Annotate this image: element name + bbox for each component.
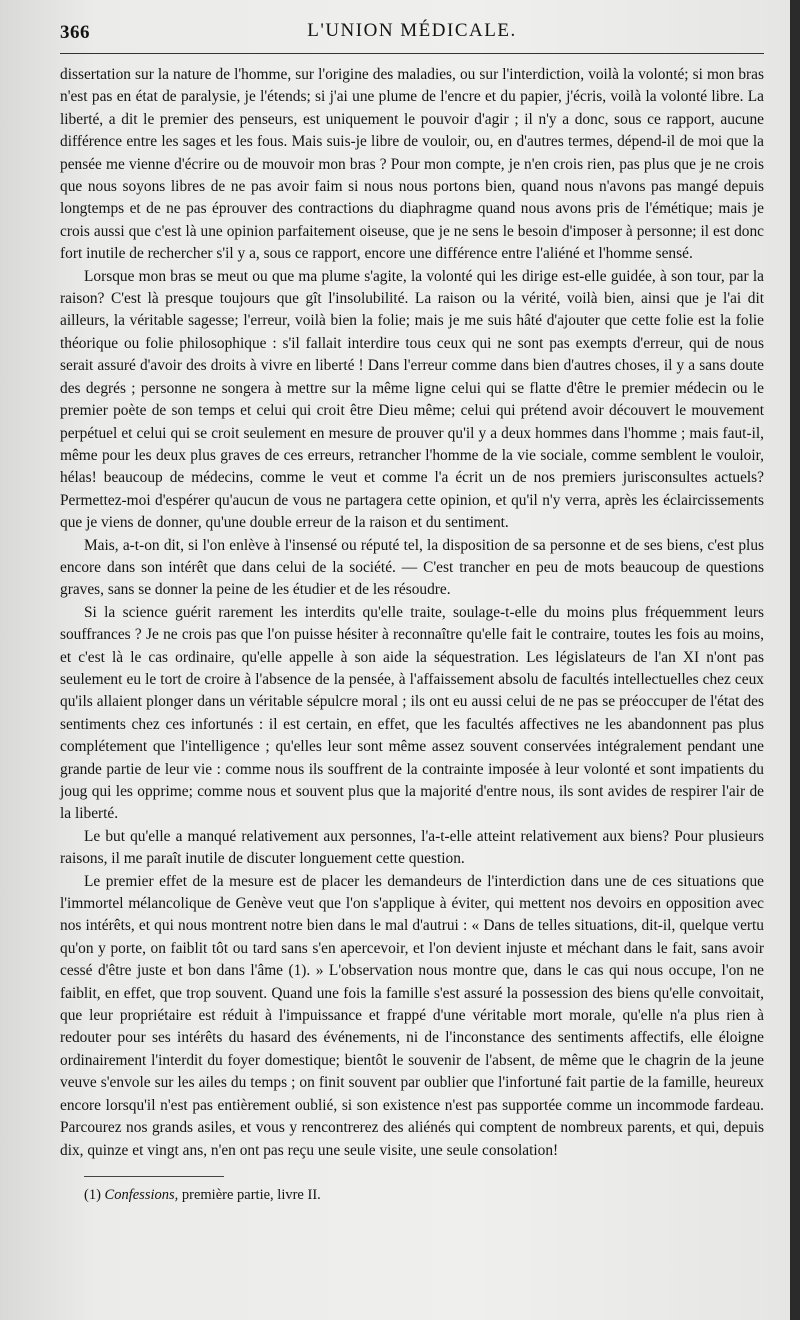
paragraph: Lorsque mon bras se meut ou que ma plume s'agite, la volonté qui les dirige est-elle guidée, à son tour, par la raison? C'est là presque toujours que gît l'insolubilité. La raison ou la vérité, voilà bien, ainsi que je l'ai dit ailleurs, la véritable sagesse; l'erreur, voilà bien la folie; mais je me suis hâté d'ajouter que cette folie est la folie théorique ou folie philosophique : s'il fallait interdire tous ceux qui ne sont pas exempts d'erreur, qui de nous serait assuré d'avoir des droits à vivre en liberté ! Dans l'erreur comme dans bien d'autres choses, il y a sans doute des degrés ; personne ne songera à mettre sur la même ligne celui qui se flatte d'être le premier médecin ou le premier poète de son temps et celui qui croit être Dieu même; celui qui prétend avoir découvert le mouvement perpétuel et celui qui se croit seulement en mesure de prouver qu'il y a deux hommes dans l'homme ; mais faut-il, même pour les deux plus graves de ces erreurs, retrancher l'homme de la vie sociale, comme semblent le vouloir, hélas! beaucoup de médecins, comme le veut et comme l'a écrit un de nos premiers jurisconsultes actuels? Permettez-moi d'espérer qu'aucun de vous ne partagera cette opinion, et qu'il n'y verra, après les éclaircissements que je viens de donner, qu'une double erreur de la raison et du sentiment.	[60, 267, 764, 532]
page-header	[60, 14, 764, 54]
footnote-marker: (1)	[84, 1186, 101, 1203]
paragraph: Si la science guérit rarement les interdits qu'elle traite, soulage-t-elle du moins plus fréquemment leurs souffrances ? Je ne crois pas que l'on puisse hésiter à reconnaître qu'elle fait le contraire, toutes les fois au moins, et c'est là le cas ordinaire, qu'elle appelle à son aide la séquestration. Les législateurs de l'an XI n'ont pas seulement eu le tort de croire à l'absence de la pensée, à l'affaissement absolu de facultés intellectuelles chez ceux qu'ils allaient plonger dans un véritable sépulcre moral ; ils ont eu aussi celui de ne pas se préoccuper de l'état des sentiments chez ces infortunés : il est certain, en effet, que les facultés affectives ne les abandonnent pas plus complétement que l'intelligence ; qu'elles leur sont même assez souvent conservées intégralement pendant une grande partie de leur vie : comme nous ils souffrent de la contrainte imposée à leur volonté et sont impatients du joug qui les opprime; comme nous et souvent plus que la majorité d'entre nous, ils sont avides de respirer l'air de la liberté.	[60, 603, 764, 823]
footnote-detail: première partie, livre II.	[178, 1186, 321, 1203]
paragraph-continued: dissertation sur la nature de l'homme, sur l'origine des maladies, ou sur l'interdiction, voilà la volonté; si mon bras n'est pas en état de paralysie, je l'étends; si j'ai une plume de l'encre et du papier, j'écris, voilà la volonté libre. La liberté, a dit le premier des penseurs, est uniquement le pouvoir d'agir ; il n'y a donc, sous ce rapport, aucune différence entre les sages et les fous. Mais suis-je libre de vouloir, ou, en d'autres termes, dépend-il de moi que la pensée me vienne d'écrire ou de mouvoir mon bras ? Pour mon compte, je n'en crois rien, pas plus que je ne crois que nous soyons libres de ne pas avoir faim si nous nous portons bien, quand nous n'avons pas mangé depuis longtemps et de ne pas éprouver des contractions du diaphragme quand nous avons pris de l'émétique; mais je crois aussi que c'est là une opinion parfaitement oiseuse, que je ne sens le besoin d'imposer à personne; il est donc fort inutile de rechercher s'il y a, sous ce rapport, encore une différence entre l'aliéné et l'homme sensé.	[60, 66, 764, 263]
paragraph: Le premier effet de la mesure est de placer les demandeurs de l'interdiction dans une de ces situations que l'immortel mélancolique de Genève veut que l'on s'applique à éviter, qui mettent nos devoirs en opposition avec nos intérêts, et qui nous montrent notre bien dans le mal d'autrui : « Dans de telles situations, dit-il, quelque vertu qu'on y porte, on faiblit tôt ou tard sans s'en apercevoir, et l'on devient injuste et méchant dans le fait, sans avoir cessé d'être juste et bon dans l'âme (1). » L'observation nous montre que, dans le cas qui nous occupe, l'on ne faiblit, en effet, que trop souvent. Quand une fois la famille s'est assuré la possession des biens qu'elle convoitait, que leur propriétaire est réduit à l'impuissance et frappé d'une véritable mort morale, qu'elle n'a plus rien à redouter pour ses intérêts du hasard des événements, ni de l'inconstance des sentiments affectifs, elle éloigne ordinairement l'interdit du foyer domestique; bientôt le souvenir de l'absent, de même que le chagrin de la jeune veuve s'envole sur les ailes du temps ; on finit souvent par oublier que l'infortuné fait partie de la famille, heureux encore lorsqu'il n'est pas entièrement oublié, si son existence n'est pas supportée comme un incommode fardeau. Parcourez nos grands asiles, et vous y rencontrerez des aliénés qui comptent de nombreux parents, et qui, depuis dix, quinze et vingt ans, n'en ont pas reçu une seule visite, une seule consolation!	[60, 872, 764, 1159]
footnote	[60, 1185, 764, 1205]
running-title: L'UNION MÉDICALE.	[307, 20, 517, 41]
footnote-source-title: Confessions,	[104, 1186, 179, 1203]
footnote-rule	[84, 1176, 224, 1177]
paragraph: Le but qu'elle a manqué relativement aux personnes, l'a-t-elle atteint relativement aux biens? Pour plusieurs raisons, il me paraît inutile de discuter longuement cette question.	[60, 827, 764, 868]
page-number: 366	[60, 22, 90, 43]
paragraph: Mais, a-t-on dit, si l'on enlève à l'insensé ou réputé tel, la disposition de sa personne et de ses biens, c'est plus encore dans son intérêt que dans celui de la société. — C'est trancher en peu de mots beaucoup de questions graves, sans se donner la peine de les étudier et de les résoudre.	[60, 536, 764, 599]
header-rule	[60, 53, 764, 54]
article-body	[60, 64, 764, 1162]
